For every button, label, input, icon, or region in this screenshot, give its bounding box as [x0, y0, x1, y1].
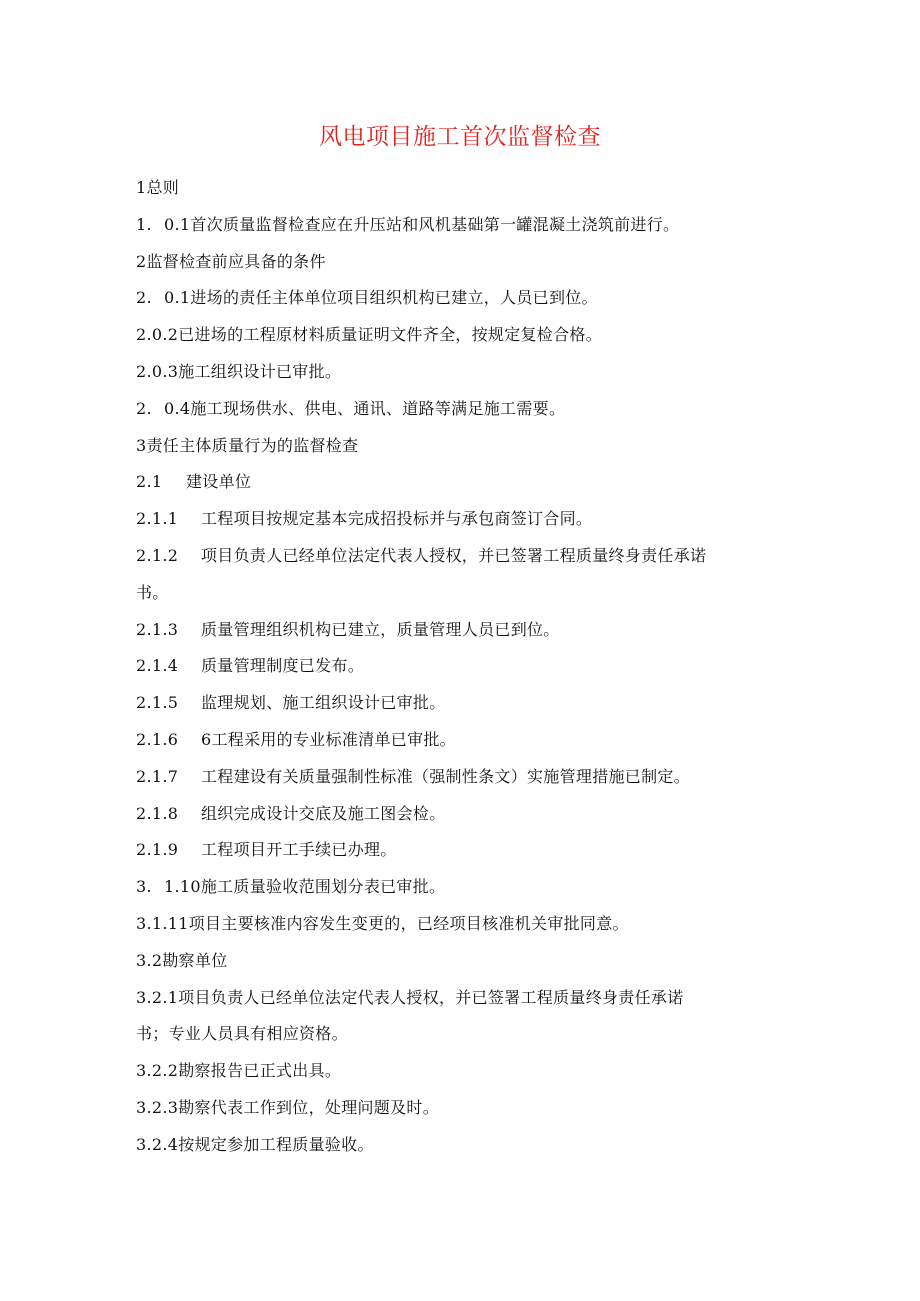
paragraph	[136, 980, 796, 1017]
paragraph	[136, 869, 796, 906]
paragraph	[136, 612, 796, 649]
line-text: 1.10施工质量验收范围划分表已审批。	[164, 877, 446, 897]
line-text: 工程项目开工手续已办理。	[201, 840, 397, 860]
paragraph	[136, 280, 796, 317]
line-text: 2.0.3施工组织设计已审批。	[136, 361, 342, 381]
paragraph-continuation	[136, 575, 796, 612]
section-heading	[136, 244, 796, 281]
line-text: 工程建设有关质量强制性标准（强制性条文）实施管理措施已制定。	[201, 766, 691, 786]
paragraph	[136, 796, 796, 833]
paragraph	[136, 906, 796, 943]
clause-number: 2.1.7	[136, 766, 179, 786]
clause-number: 1.	[136, 214, 152, 234]
line-text: 项目负责人已经单位法定代表人授权，并已签署工程质量终身责任承诺	[201, 545, 707, 565]
section-heading	[136, 170, 796, 207]
line-text: 3.2.1项目负责人已经单位法定代表人授权，并已签署工程质量终身责任承诺	[136, 987, 684, 1007]
line-text: 1总则	[136, 178, 180, 197]
line-text: 0.1进场的责任主体单位项目组织机构已建立，人员已到位。	[164, 288, 598, 308]
clause-number: 3.	[136, 877, 152, 897]
clause-number: 2.1.9	[136, 840, 179, 860]
paragraph	[136, 722, 796, 759]
document-title: 风电项目施工首次监督检查	[319, 124, 601, 150]
line-text: 质量管理组织机构已建立，质量管理人员已到位。	[201, 619, 560, 639]
clause-number: 2.1.1	[136, 509, 179, 529]
line-text: 3责任主体质量行为的监督检查	[136, 435, 359, 455]
line-text: 3.2勘察单位	[136, 950, 228, 970]
line-text: 书。	[136, 582, 169, 602]
paragraph	[136, 317, 796, 354]
clause-number: 2.	[136, 288, 152, 308]
paragraph	[136, 538, 796, 575]
paragraph	[136, 685, 796, 722]
document-body	[136, 170, 796, 1164]
paragraph	[136, 1053, 796, 1090]
line-text: 监理规划、施工组织设计已审批。	[201, 693, 446, 713]
subsection-heading	[136, 943, 796, 980]
line-text: 2.0.2已进场的工程原材料质量证明文件齐全，按规定复检合格。	[136, 325, 603, 345]
paragraph	[136, 1090, 796, 1127]
paragraph-continuation	[136, 1016, 796, 1053]
line-text: 工程项目按规定基本完成招投标并与承包商签订合同。	[201, 509, 593, 529]
clause-number: 2.1.5	[136, 693, 179, 713]
clause-number: 2.1.3	[136, 619, 179, 639]
line-text: 0.1首次质量监督检查应在升压站和风机基础第一罐混凝土浇筑前进行。	[164, 214, 680, 234]
line-text: 6工程采用的专业标准清单已审批。	[201, 729, 456, 749]
line-text: 建设单位	[186, 472, 252, 492]
line-text: 2监督检查前应具备的条件	[136, 251, 326, 271]
line-text: 3.1.11项目主要核准内容发生变更的，已经项目核准机关审批同意。	[136, 913, 629, 933]
clause-number: 2.1.2	[136, 545, 179, 565]
line-text: 质量管理制度已发布。	[201, 656, 365, 676]
line-text: 3.2.3勘察代表工作到位，处理问题及时。	[136, 1097, 440, 1117]
subsection-heading	[136, 464, 796, 501]
paragraph	[136, 1127, 796, 1164]
line-text: 3.2.4按规定参加工程质量验收。	[136, 1134, 374, 1154]
paragraph	[136, 391, 796, 428]
paragraph	[136, 832, 796, 869]
section-heading	[136, 428, 796, 465]
paragraph	[136, 648, 796, 685]
paragraph	[136, 207, 796, 244]
clause-number: 2.	[136, 398, 152, 418]
clause-number: 2.1.4	[136, 656, 179, 676]
paragraph	[136, 759, 796, 796]
clause-number: 2.1	[136, 472, 163, 492]
clause-number: 2.1.8	[136, 803, 179, 823]
line-text: 0.4施工现场供水、供电、通讯、道路等满足施工需要。	[164, 398, 566, 418]
line-text: 组织完成设计交底及施工图会检。	[201, 803, 446, 823]
line-text: 书；专业人员具有相应资格。	[136, 1024, 348, 1044]
line-text: 3.2.2勘察报告已正式出具。	[136, 1061, 342, 1081]
clause-number: 2.1.6	[136, 729, 179, 749]
paragraph	[136, 501, 796, 538]
paragraph	[136, 354, 796, 391]
